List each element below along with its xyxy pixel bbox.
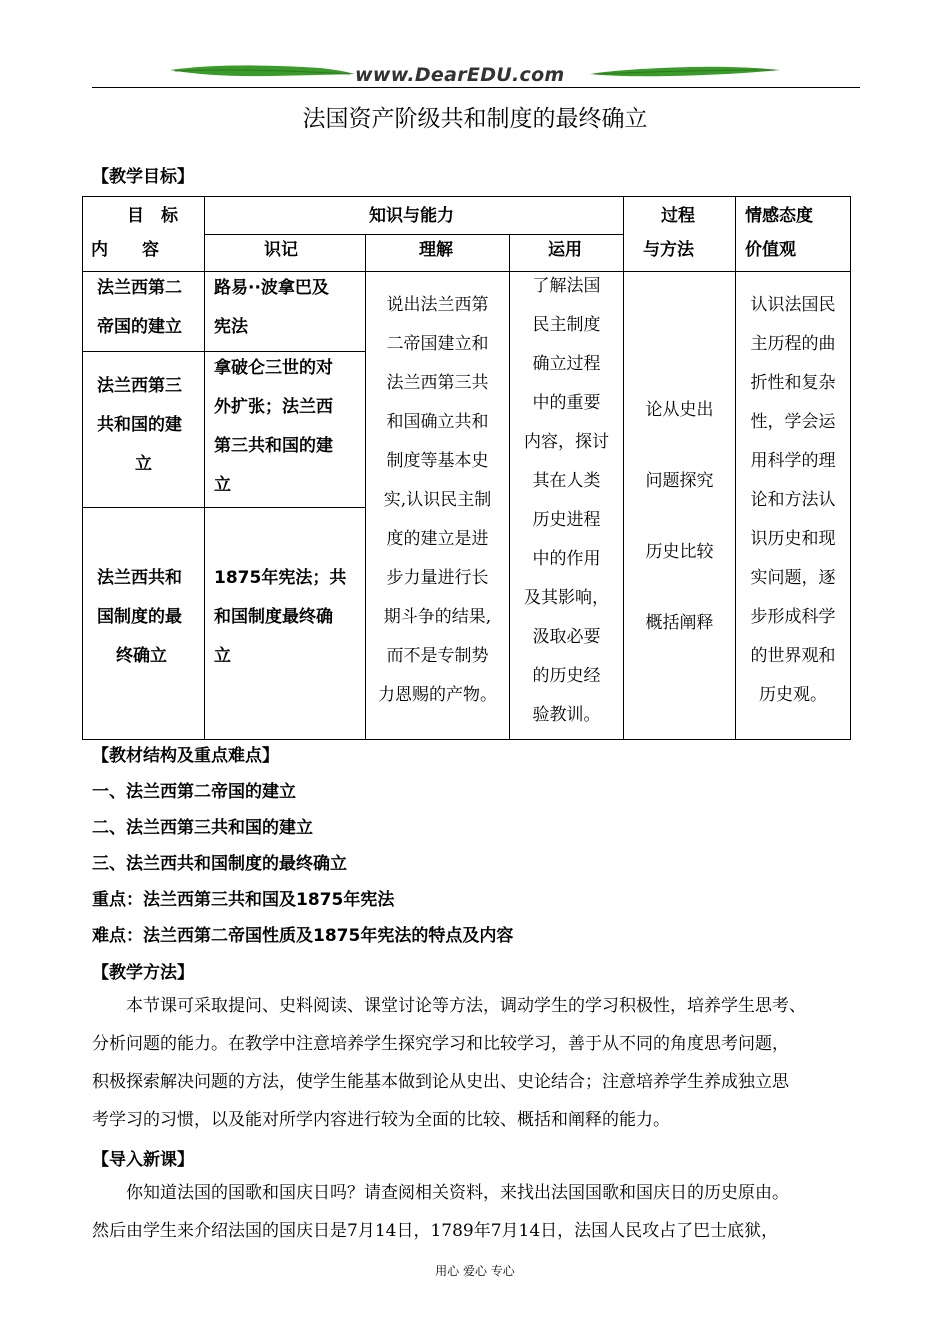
apply-line: 其在人类 (532, 471, 601, 491)
structure-heading: 【教材结构及重点难点】 (92, 746, 279, 766)
row3-content-3: 终确立 (116, 646, 167, 666)
understand-line: 说出法兰西第 (386, 295, 489, 315)
emotion-line: 的世界观和 (750, 646, 836, 666)
structure-item: 二、法兰西第三共和国的建立 (92, 818, 313, 838)
apply-line: 的历史经 (532, 666, 601, 686)
row3-recall-2: 和国制度最终确 (214, 607, 333, 627)
understand-line: 法兰西第三共 (386, 373, 489, 393)
process-text (624, 375, 735, 659)
intro-line: 你知道法国的国歌和国庆日吗？请查阅相关资料，来找出法国国歌和国庆日的历史原由。 (92, 1183, 789, 1203)
understand-line: 力恩赐的产物。 (378, 685, 497, 705)
understand-line: 和国确立共和 (386, 412, 489, 432)
objectives-heading: 【教学目标】 (92, 167, 194, 187)
row1-recall-1: 路易··波拿巴及 (214, 278, 329, 298)
table-line (83, 271, 850, 272)
header-rule (92, 87, 860, 88)
emotion-line: 步形成科学 (750, 607, 836, 627)
row2-content-1: 法兰西第三 (97, 376, 182, 396)
table-line (83, 507, 365, 508)
methods-line: 分析问题的能力。在教学中注意培养学生探究学习和比较学习，善于从不同的角度思考问题， (92, 1034, 789, 1054)
structure-item: 三、法兰西共和国制度的最终确立 (92, 854, 347, 874)
process-line: 概括阐释 (645, 613, 714, 633)
apply-line: 历史进程 (532, 510, 601, 530)
row3-content-2: 国制度的最 (97, 607, 182, 627)
apply-line: 汲取必要 (532, 627, 601, 647)
row3-content-1: 法兰西共和 (97, 568, 182, 588)
header-process-1: 过程 (661, 206, 695, 226)
header-emotion-2: 价值观 (745, 240, 796, 260)
methods-line: 积极探索解决问题的方法，使学生能基本做到论从史出、史论结合；注意培养学生养成独立思 (92, 1072, 789, 1092)
process-line: 历史比较 (645, 542, 714, 562)
emotion-line: 性，学会运 (750, 412, 836, 432)
row3-recall-1: 1875年宪法；共 (214, 568, 347, 588)
site-logo-text: www.DearEDU.com (355, 64, 565, 86)
apply-line: 及其影响， (524, 588, 609, 608)
understand-text (366, 286, 509, 715)
emotion-line: 主历程的曲 (750, 334, 836, 354)
apply-line: 内容，探讨 (524, 432, 609, 452)
apply-text (510, 267, 623, 735)
process-line: 论从史出 (645, 400, 714, 420)
table-line (204, 197, 205, 739)
understand-line: 度的建立是进 (386, 529, 489, 549)
emotion-line: 实问题，逐 (750, 568, 836, 588)
intro-heading: 【导入新课】 (92, 1150, 194, 1170)
methods-heading: 【教学方法】 (92, 963, 194, 983)
row2-content-2: 共和国的建 (97, 415, 182, 435)
understand-line: 制度等基本史 (386, 451, 489, 471)
header-understand: 理解 (419, 240, 453, 260)
header-corner-bottom: 内 容 (91, 240, 159, 260)
apply-line: 中的重要 (532, 393, 601, 413)
row3-recall-3: 立 (214, 646, 231, 666)
key-point: 重点：法兰西第三共和国及1875年宪法 (92, 890, 395, 910)
row2-recall-4: 立 (214, 475, 231, 495)
difficult-point: 难点：法兰西第二帝国性质及1875年宪法的特点及内容 (92, 926, 514, 946)
row1-content-1: 法兰西第二 (97, 278, 182, 298)
apply-line: 确立过程 (532, 354, 601, 374)
header-process-2: 与方法 (643, 240, 694, 260)
row2-recall-3: 第三共和国的建 (214, 436, 333, 456)
objectives-table (82, 196, 851, 740)
methods-paragraph (92, 987, 882, 1139)
emotion-line: 识历史和现 (750, 529, 836, 549)
understand-line: 而不是专制势 (386, 646, 489, 666)
understand-line: 期斗争的结果, (383, 607, 492, 627)
apply-line: 验教训。 (532, 705, 601, 725)
methods-line: 本节课可采取提问、史料阅读、课堂讨论等方法，调动学生的学习积极性，培养学生思考、 (92, 996, 806, 1016)
document-title: 法国资产阶级共和制度的最终确立 (302, 106, 648, 132)
header-recall: 识记 (264, 240, 298, 260)
understand-line: 步力量进行长 (386, 568, 489, 588)
row1-recall-2: 宪法 (214, 317, 248, 337)
header-apply: 运用 (548, 240, 582, 260)
process-line: 问题探究 (645, 471, 714, 491)
methods-line: 考学习的习惯，以及能对所学内容进行较为全面的比较、概括和阐释的能力。 (92, 1110, 670, 1130)
emotion-line: 历史观。 (759, 685, 827, 705)
header-corner-top: 目 标 (127, 206, 178, 226)
emotion-line: 折性和复杂 (750, 373, 836, 393)
emotion-text (736, 286, 850, 715)
understand-line: 二帝国建立和 (386, 334, 489, 354)
intro-line: 然后由学生来介绍法国的国庆日是7月14日，1789年7月14日，法国人民攻占了巴士底狱， (92, 1221, 779, 1241)
emotion-line: 用科学的理 (750, 451, 836, 471)
row2-recall-1: 拿破仑三世的对 (214, 358, 333, 378)
structure-item: 一、法兰西第二帝国的建立 (92, 782, 296, 802)
apply-line: 民主制度 (532, 315, 601, 335)
row2-content-3: 立 (135, 454, 152, 474)
understand-line: 实,认识民主制 (383, 490, 492, 510)
intro-paragraph (92, 1174, 882, 1250)
apply-line: 了解法国 (532, 276, 601, 296)
row2-recall-2: 外扩张；法兰西 (214, 397, 333, 417)
row1-content-2: 帝国的建立 (97, 317, 182, 337)
apply-line: 中的作用 (532, 549, 601, 569)
emotion-line: 论和方法认 (750, 490, 836, 510)
page-footer: 用心 爱心 专心 (435, 1264, 515, 1278)
emotion-line: 认识法国民 (750, 295, 836, 315)
header-knowledge: 知识与能力 (369, 206, 454, 226)
header-emotion-1: 情感态度 (745, 206, 813, 226)
